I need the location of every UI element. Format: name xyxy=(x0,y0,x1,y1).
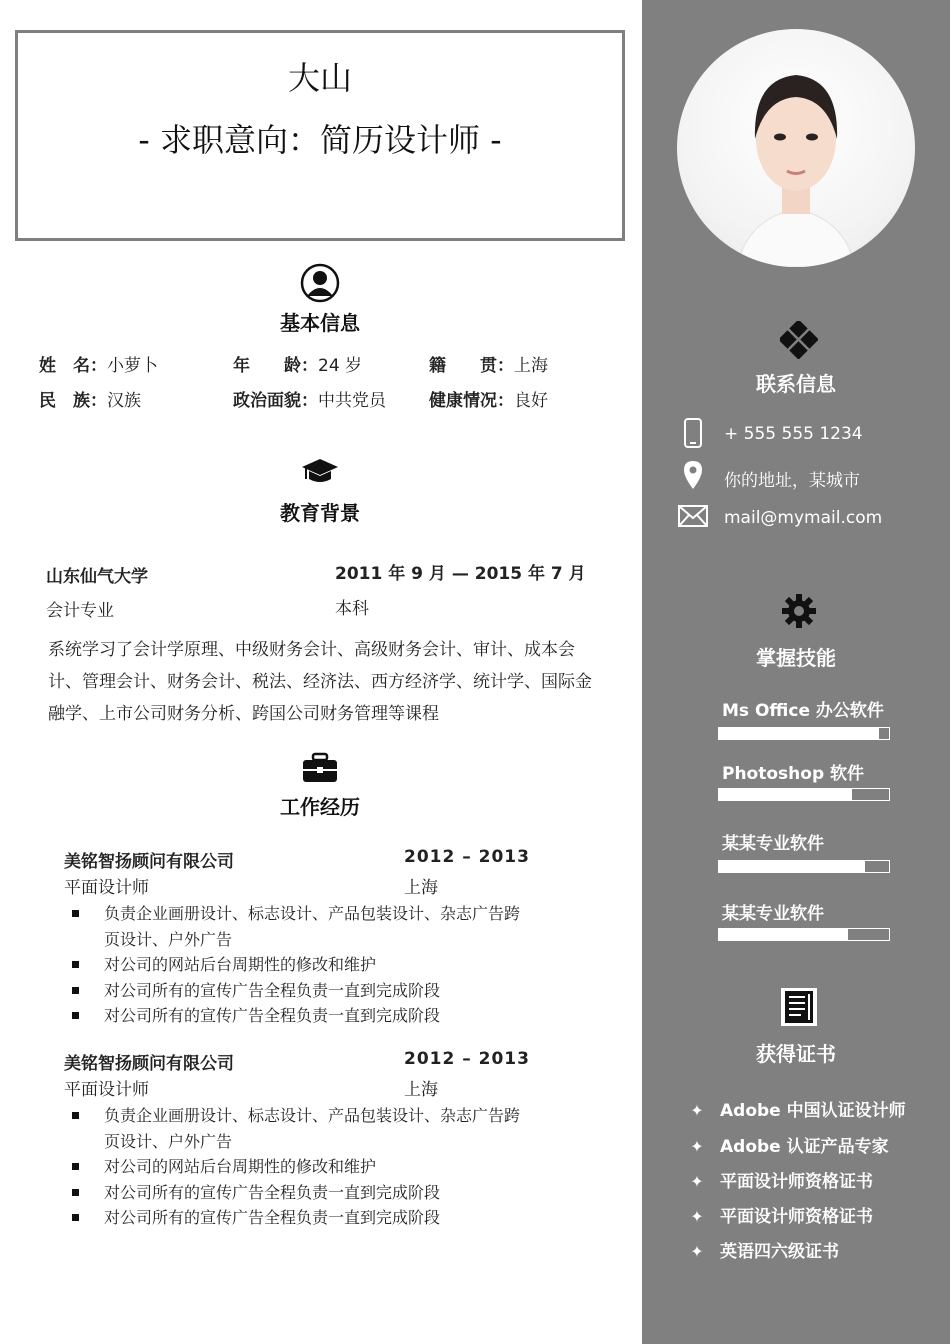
origin-value: 上海 xyxy=(514,356,548,376)
job-years: 2012 – 2013 xyxy=(404,847,530,867)
job-role: 平面设计师 xyxy=(64,1080,149,1100)
skill-bar-fill xyxy=(719,728,879,739)
section-title-certs: 获得证书 xyxy=(756,1042,836,1066)
health-value: 良好 xyxy=(514,391,548,411)
cert-item xyxy=(686,1237,839,1262)
mail-icon xyxy=(678,505,708,527)
age-label: 年 龄： xyxy=(233,356,318,376)
section-title-education: 教育背景 xyxy=(280,501,360,525)
profile-photo xyxy=(677,29,915,267)
name-label: 姓 名： xyxy=(39,356,107,376)
duty-item: 负责企业画册设计、标志设计、产品包装设计、杂志广告跨页设计、户外广告 xyxy=(64,901,526,952)
job-duties xyxy=(64,1103,526,1231)
contact-email: mail@mymail.com xyxy=(724,508,883,528)
degree: 本科 xyxy=(335,599,369,619)
cert-item xyxy=(686,1202,873,1227)
cert-label: 英语四六级证书 xyxy=(720,1242,839,1262)
name-value: 小萝卜 xyxy=(107,356,158,376)
cert-item xyxy=(686,1096,906,1121)
section-title-work: 工作经历 xyxy=(280,795,360,819)
sparkle-icon: ✦ xyxy=(690,1101,704,1120)
cert-label: 平面设计师资格证书 xyxy=(720,1207,873,1227)
job-duties xyxy=(64,901,526,1029)
school-name: 山东仙气大学 xyxy=(46,567,148,587)
skill-bar-fill xyxy=(719,929,848,940)
certificate-icon xyxy=(780,987,818,1027)
skill-bar xyxy=(718,928,890,941)
ethnic-value: 汉族 xyxy=(107,391,141,411)
skill-label: Ms Office 办公软件 xyxy=(722,701,884,721)
contact-address: 你的地址，某城市 xyxy=(724,471,860,491)
cert-label: Adobe 中国认证设计师 xyxy=(720,1101,906,1121)
duty-item: 对公司所有的宣传广告全程负责一直到完成阶段 xyxy=(64,978,526,1004)
briefcase-icon xyxy=(300,752,340,784)
job-company: 美铭智扬顾问有限公司 xyxy=(64,852,234,872)
sparkle-icon: ✦ xyxy=(690,1242,704,1261)
sparkle-icon: ✦ xyxy=(690,1172,704,1191)
sparkle-icon: ✦ xyxy=(690,1207,704,1226)
section-title-skills: 掌握技能 xyxy=(756,646,836,670)
location-pin-icon xyxy=(683,460,703,490)
job-company: 美铭智扬顾问有限公司 xyxy=(64,1054,234,1074)
education-period: 2011 年 9 月 — 2015 年 7 月 xyxy=(335,564,586,584)
user-icon xyxy=(300,263,340,303)
job-intent: - 求职意向：简历设计师 - xyxy=(138,121,502,159)
health-label: 健康情况： xyxy=(429,391,514,411)
duty-item: 负责企业画册设计、标志设计、产品包装设计、杂志广告跨页设计、户外广告 xyxy=(64,1103,526,1154)
skill-bar-fill xyxy=(719,789,852,800)
gear-icon xyxy=(781,593,817,629)
skill-bar xyxy=(718,860,890,873)
candidate-name: 大山 xyxy=(287,59,352,97)
job-city: 上海 xyxy=(404,1080,438,1100)
political-value: 中共党员 xyxy=(318,391,386,411)
title-box xyxy=(15,30,625,241)
sparkle-icon: ✦ xyxy=(690,1137,704,1156)
section-title-contact: 联系信息 xyxy=(756,372,836,396)
cert-item xyxy=(686,1167,873,1192)
political-label: 政治面貌： xyxy=(233,391,318,411)
job-years: 2012 – 2013 xyxy=(404,1049,530,1069)
graduation-cap-icon xyxy=(300,456,340,488)
major: 会计专业 xyxy=(46,601,114,621)
phone-icon xyxy=(683,418,703,448)
cert-label: Adobe 认证产品专家 xyxy=(720,1137,889,1157)
duty-item: 对公司所有的宣传广告全程负责一直到完成阶段 xyxy=(64,1180,526,1206)
origin-label: 籍 贯： xyxy=(429,356,514,376)
contact-info-icon xyxy=(780,321,818,359)
education-description: 系统学习了会计学原理、中级财务会计、高级财务会计、审计、成本会计、管理会计、财务会计、税法、经济法、西方经济学、统计学、国际金融学、上市公司财务分析、跨国公司财务管理等课程 xyxy=(48,640,592,724)
section-title-basic: 基本信息 xyxy=(280,311,360,335)
skill-label: 某某专业软件 xyxy=(722,904,824,924)
job-city: 上海 xyxy=(404,878,438,898)
skill-label: Photoshop 软件 xyxy=(722,764,865,784)
cert-item xyxy=(686,1132,889,1157)
skill-bar-fill xyxy=(719,861,865,872)
job-role: 平面设计师 xyxy=(64,878,149,898)
age-value: 24 岁 xyxy=(318,356,363,376)
contact-phone: + 555 555 1234 xyxy=(724,424,863,444)
duty-item: 对公司的网站后台周期性的修改和维护 xyxy=(64,952,526,978)
cert-label: 平面设计师资格证书 xyxy=(720,1172,873,1192)
ethnic-label: 民 族： xyxy=(39,391,107,411)
skill-bar xyxy=(718,788,890,801)
skill-bar xyxy=(718,727,890,740)
duty-item: 对公司所有的宣传广告全程负责一直到完成阶段 xyxy=(64,1205,526,1231)
skill-label: 某某专业软件 xyxy=(722,834,824,854)
duty-item: 对公司所有的宣传广告全程负责一直到完成阶段 xyxy=(64,1003,526,1029)
duty-item: 对公司的网站后台周期性的修改和维护 xyxy=(64,1154,526,1180)
